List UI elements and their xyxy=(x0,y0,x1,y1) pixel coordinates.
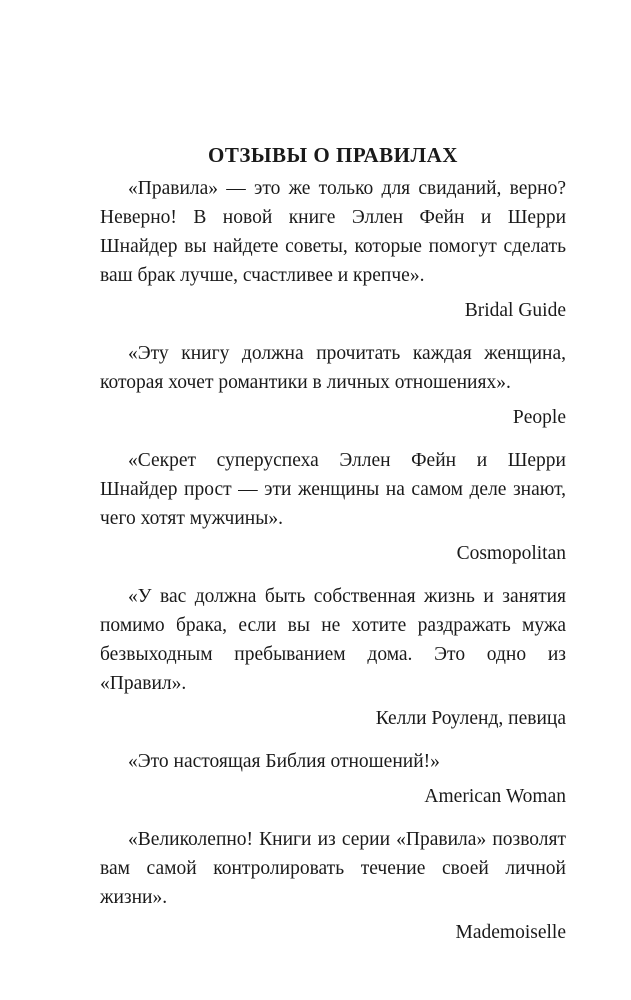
review-mademoiselle xyxy=(100,825,566,947)
review-quote: «Эту книгу должна прочитать каждая женщина, которая хочет романтики в личных отношениях». xyxy=(100,343,566,393)
review-source: People xyxy=(512,407,566,428)
review-quote: «Правила» — это же только для свиданий, верно? Неверно! В новой книге Эллен Фейн и Шерри Шнайдер вы найдете советы, которые помогут сделать ваш брак лучше, счастливее и крепче». xyxy=(100,178,566,286)
review-bridal-guide xyxy=(100,174,566,325)
page-content xyxy=(100,140,566,961)
review-people xyxy=(100,339,566,432)
review-source: American Woman xyxy=(424,786,566,807)
review-source: Келли Роуленд, певица xyxy=(375,708,566,729)
review-source: Cosmopolitan xyxy=(456,543,566,564)
review-cosmopolitan xyxy=(100,446,566,568)
review-kelly-rowland xyxy=(100,582,566,733)
review-quote: «Великолепно! Книги из серии «Правила» позволят вам самой контролировать течение своей личной жизни». xyxy=(100,829,566,908)
review-quote: «Секрет суперуспеха Эллен Фейн и Шерри Шнайдер прост — эти женщины на самом деле знают, чего хотят мужчины». xyxy=(100,450,566,529)
review-quote: «У вас должна быть собственная жизнь и занятия помимо брака, если вы не хотите раздражать мужа безвыходным пребыванием дома. Это одно из «Правил». xyxy=(100,586,566,694)
review-american-woman xyxy=(100,747,566,811)
review-quote: «Это настоящая Библия отношений!» xyxy=(128,751,440,772)
page-title: ОТЗЫВЫ О ПРАВИЛАХ xyxy=(208,143,458,167)
review-source: Bridal Guide xyxy=(464,300,566,321)
review-source: Mademoiselle xyxy=(455,922,566,943)
